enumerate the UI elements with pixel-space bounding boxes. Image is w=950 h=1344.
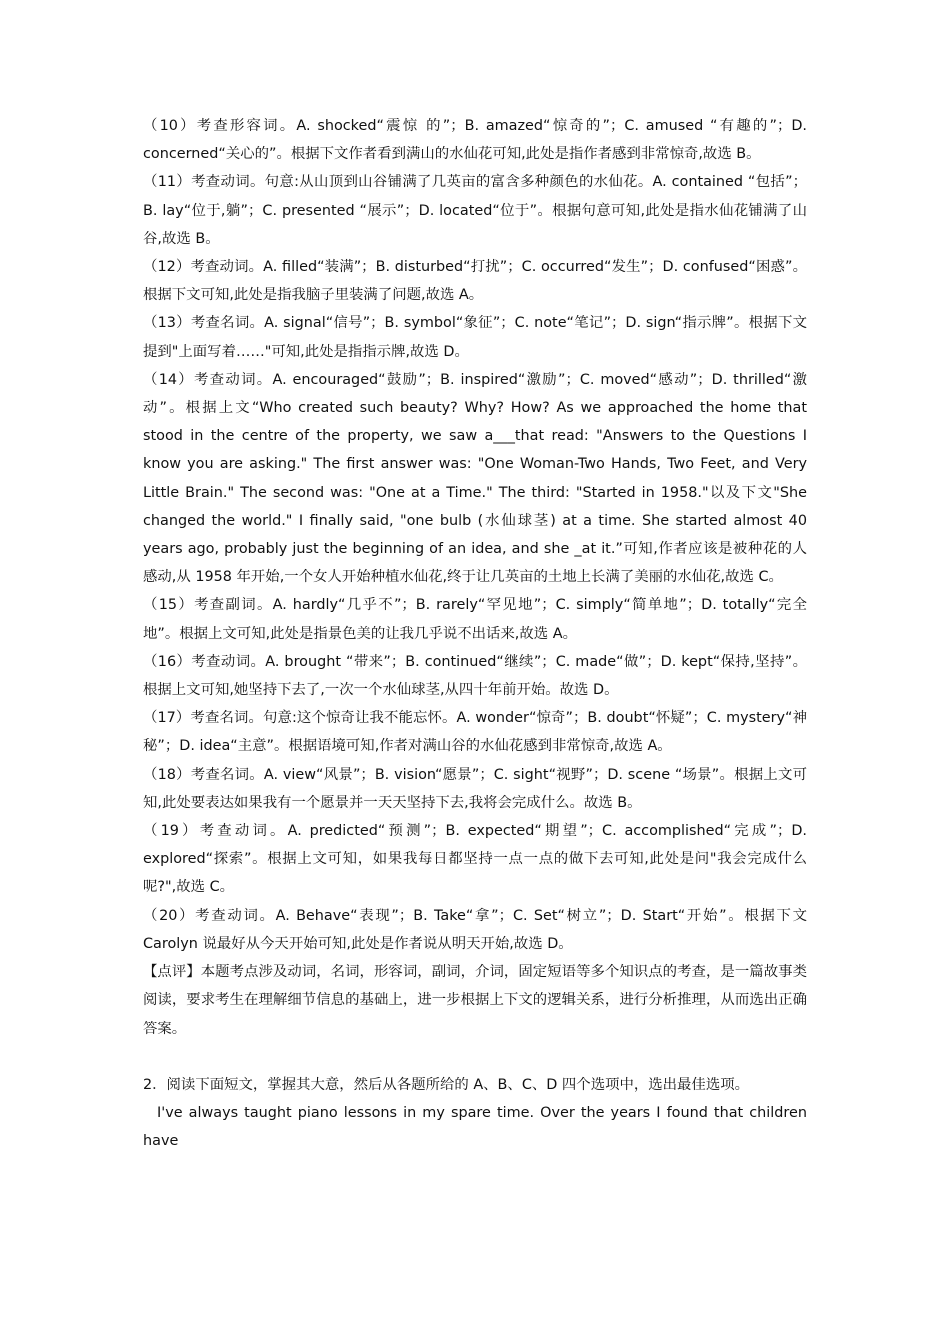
explanation-12: （12）考查动词。A. filled“装满”；B. disturbed“打扰”；C. occurred“发生”；D. confused“困惑”。根据下文可知,此处是指我脑子里装满了问题,故选 A。 <box>143 259 807 304</box>
explanation-17: （17）考查名词。句意:这个惊奇让我不能忘怀。A. wonder“惊奇”；B. doubt“怀疑”；C. mystery“神秘”；D. idea“主意”。根据语境可知,作者对满山谷的水仙花感到非常惊奇,故选 A。 <box>143 710 807 755</box>
question-2-passage: I've always taught piano lessons in my spare time. Over the years I found that children have <box>143 1104 807 1150</box>
comment-paragraph: 【点评】本题考点涉及动词，名词，形容词，副词，介词，固定短语等多个知识点的考查，是一篇故事类阅读，要求考生在理解细节信息的基础上，进一步根据上下文的逻辑关系，进行分析推理，从而选出正确答案。 <box>143 964 807 1037</box>
explanation-18: （18）考查名词。A. view“风景”；B. vision“愿景”；C. sight“视野”；D. scene “场景”。根据上文可知,此处要表达如果我有一个愿景并一天天坚持下去,我将会完成什么。故选 B。 <box>143 766 807 811</box>
section-gap <box>143 1043 807 1071</box>
explanation-16: （16）考查动词。A. brought “带来”；B. continued“继续”；C. made“做”；D. kept“保持,坚持”。根据上文可知,她坚持下去了,一次一个水仙球茎,从四十年前开始。故选 D。 <box>143 653 807 699</box>
explanation-10: （10）考查形容词。A. shocked“震惊 的”；B. amazed“惊奇的”；C. amused “有趣的”；D. concerned“关心的”。根据下文作者看到满山的水仙花可知,此处是指作者感到非常惊奇,故选 B。 <box>143 118 807 163</box>
explanation-11: （11）考查动词。句意:从山顶到山谷铺满了几英亩的富含多种颜色的水仙花。A. contained “包括”；B. lay“位于,躺”；C. presented “展示”；D. located“位于”。根据句意可知,此处是指水仙花铺满了山谷,故选 B。 <box>143 174 807 247</box>
explanation-20: （20）考查动词。A. Behave“表现”；B. Take“拿”；C. Set“树立”；D. Start“开始”。根据下文 Carolyn 说最好从今天开始可知,此处是作者说从明天开始,故选 D。 <box>143 907 807 952</box>
explanation-14: （14）考查动词。A. encouraged“鼓励”；B. inspired“激励”；C. moved“感动”；D. thrilled“激动”。根据上文“Who created such beauty? Why? How? As we approached the home that stood in the centre of the property, we saw a___that read: "Answers to the Questions I know you are asking." The first answer was: "One Woman-Two Hands, Two Feet, and Very Little Brain." The second was: "One at a Time." The third: "Started in 1958."以及下文"She changed the world." I finally said, "one bulb (水仙球茎) at a time. She started almost 40 years ago, probably just the beginning of an idea, and she _at it.”可知,作者应该是被种花的人感动,从 1958 年开始,一个女人开始种植水仙花,终于让几英亩的土地上长满了美丽的水仙花,故选 C。 <box>143 371 807 586</box>
explanation-15: （15）考查副词。A. hardly“几乎不”；B. rarely“罕见地”；C. simply“简单地”；D. totally“完全地”。根据上文可知,此处是指景色美的让我几乎说不出话来,故选 A。 <box>143 597 807 642</box>
explanation-19: （19）考查动词。A. predicted“预测”；B. expected“期望”；C. accomplished“完成”；D. explored“探索”。根据上文可知，如果我每日都坚持一点一点的做下去可知,此处是问"我会完成什么呢?",故选 C。 <box>143 823 807 896</box>
explanation-13: （13）考查名词。A. signal“信号”；B. symbol“象征”；C. note“笔记”；D. sign“指示牌”。根据下文提到"上面写着……"可知,此处是指指示牌,故选 D。 <box>143 315 807 360</box>
question-2-instruction: 2．阅读下面短文，掌握其大意，然后从各题所给的 A、B、C、D 四个选项中，选出最佳选项。 <box>143 1076 749 1093</box>
